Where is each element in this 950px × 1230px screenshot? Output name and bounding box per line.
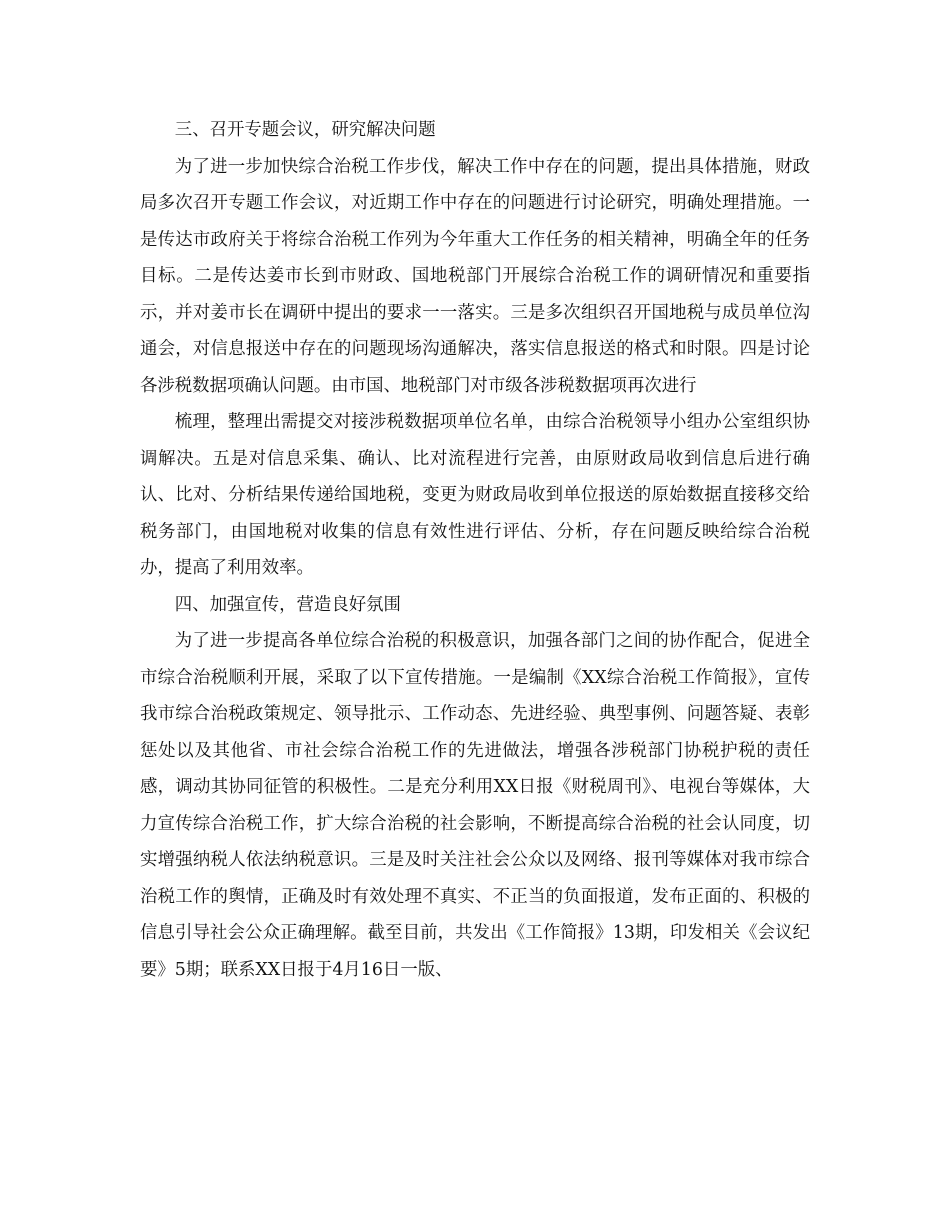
section-heading-4: 四、加强宣传，营造良好氛围 (174, 594, 401, 615)
paragraph-2: 梳理，整理出需提交对接涉税数据项单位名单，由综合治税领导小组办公室组织协调解决。五是对信息采集、确认、比对流程进行完善，由原财政局收到信息后进行确认、比对、分析结果传递给国地税，变更为财政局收到单位报送的原始数据直接移交给税务部门，由国地税对收集的信息有效性进行评估、分析，存在问题反映给综合治税办，提高了利用效率。 (140, 412, 810, 578)
paragraph-1: 为了进一步加快综合治税工作步伐，解决工作中存在的问题，提出具体措施，财政局多次召开专题工作会议，对近期工作中存在的问题进行讨论研究，明确处理措施。一是传达市政府关于将综合治税工作列为今年重大工作任务的相关精神，明确全年的任务目标。二是传达姜市长到市财政、国地税部门开展综合治税工作的调研情况和重要指示，并对姜市长在调研中提出的要求一一落实。三是多次组织召开国地税与成员单位沟通会，对信息报送中存在的问题现场沟通解决，落实信息报送的格式和时限。四是讨论各涉税数据项确认问题。由市国、地税部门对市级各涉税数据项再次进行 (140, 156, 810, 396)
section-heading-3: 三、召开专题会议，研究解决问题 (174, 120, 436, 140)
paragraph-3: 为了进一步提高各单位综合治税的积极意识，加强各部门之间的协作配合，促进全市综合治税顺利开展，采取了以下宣传措施。一是编制《XX综合治税工作简报》，宣传我市综合治税政策规定、领导批示、工作动态、先进经验、典型事例、问题答疑、表彰惩处以及其他省、市社会综合治税工作的先进做法，增强各涉税部门协税护税的责任感，调动其协同征管的积极性。二是充分利用XX日报《财税周刊》、电视台等媒体，大力宣传综合治税工作，扩大综合治税的社会影响，不断提高综合治税的社会认同度，切实增强纳税人依法纳税意识。三是及时关注社会公众以及网络、报刊等媒体对我市综合治税工作的舆情，正确及时有效处理不真实、不正当的负面报道，发布正面的、积极的信息引导社会公众正确理解。截至目前，共发出《工作简报》13期，印发相关《会议纪要》5期；联系XX日报于4月16日一版、 (140, 631, 810, 980)
